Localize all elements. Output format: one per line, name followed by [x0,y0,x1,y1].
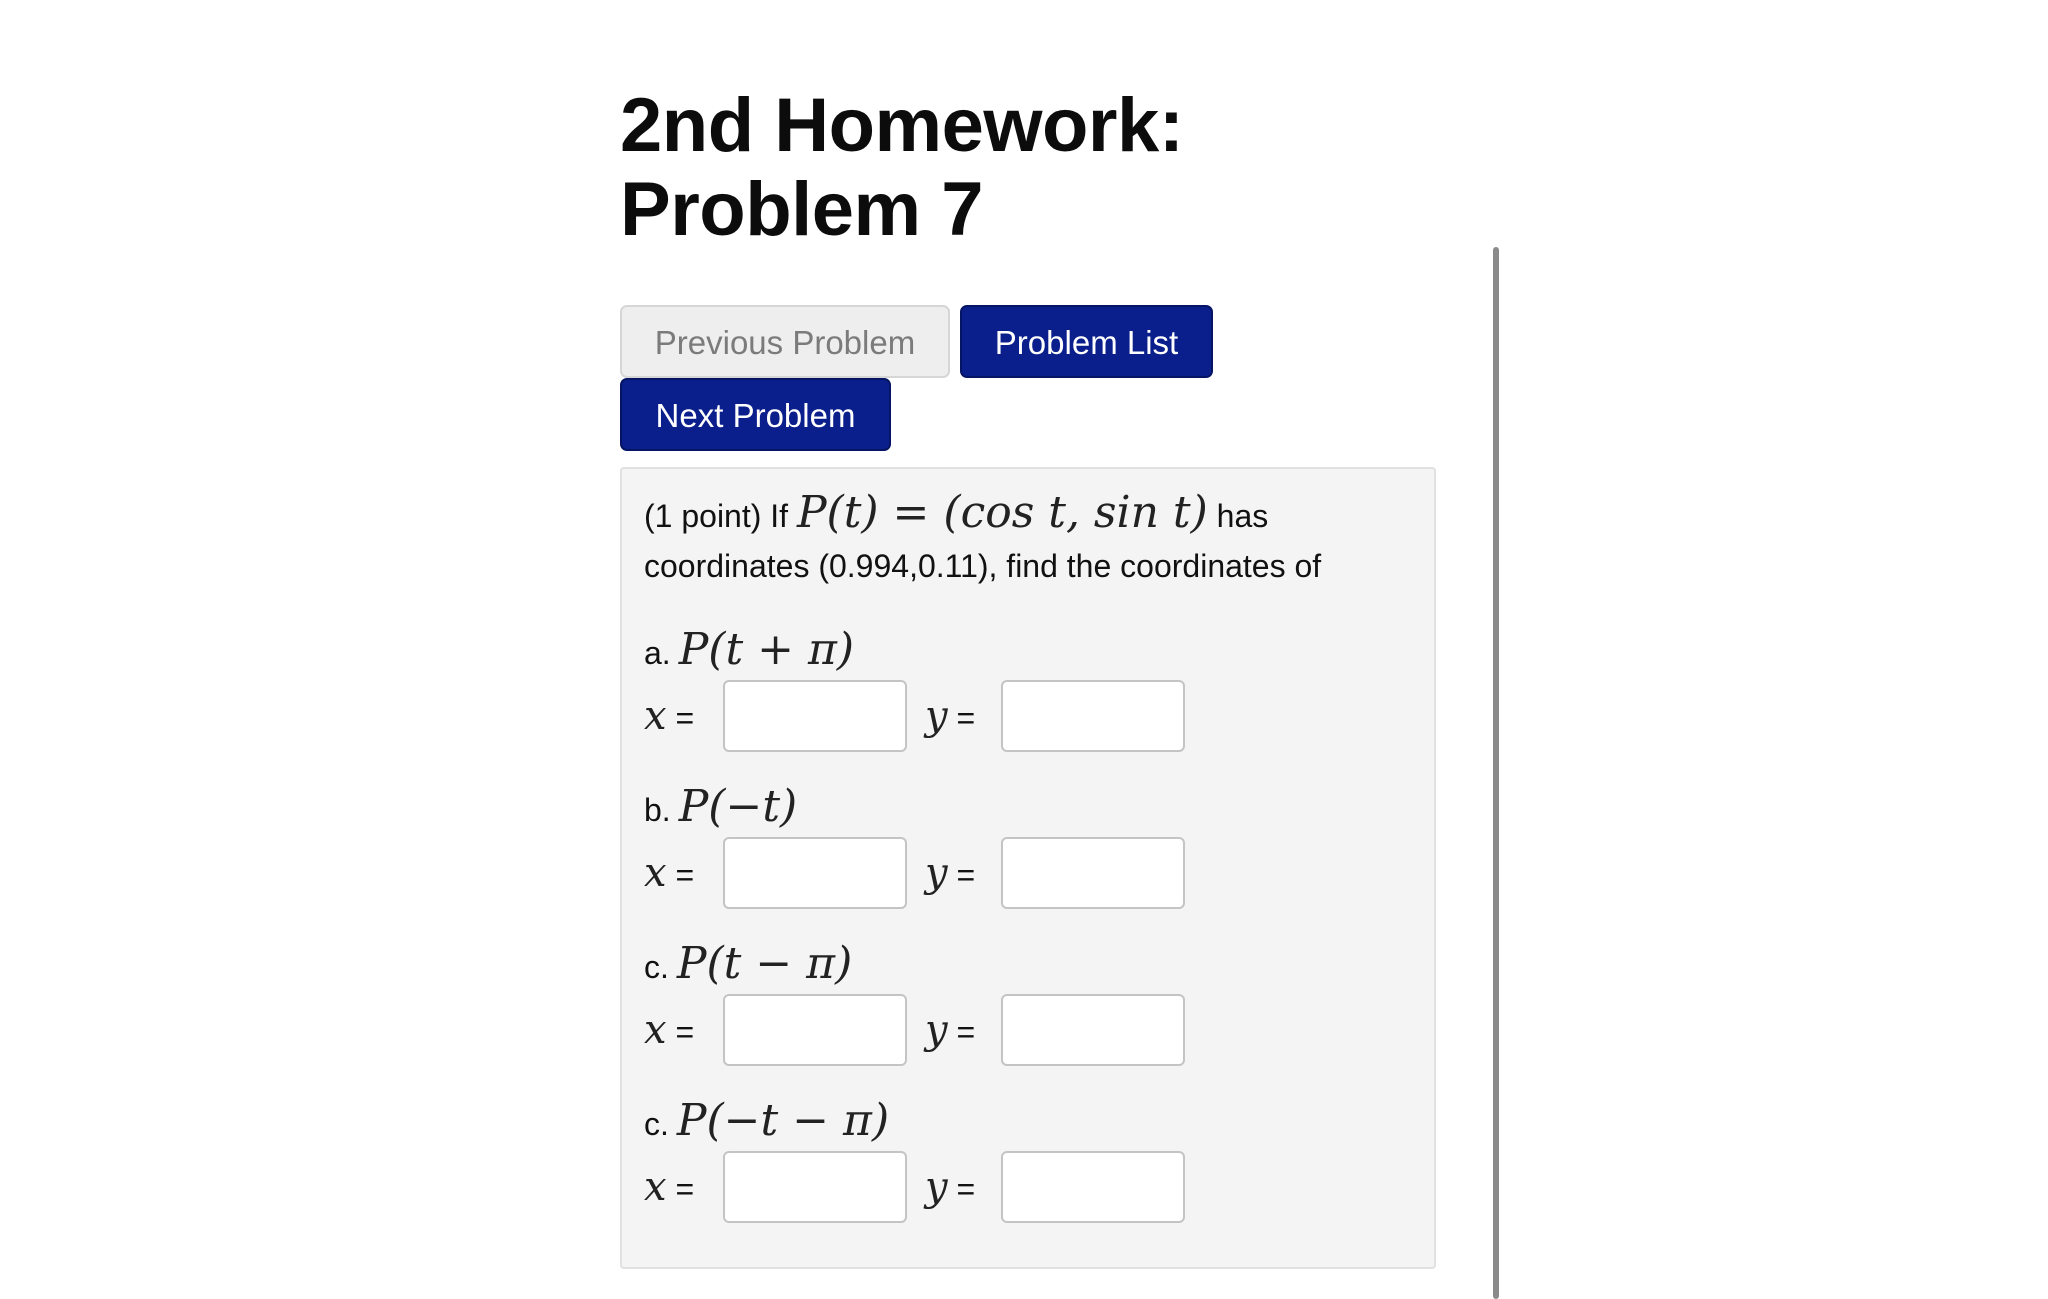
part-a-letter: a. [644,635,671,671]
vertical-scrollbar[interactable] [1493,247,1499,1299]
part-c-y-var: y [925,1007,948,1053]
part-b-letter: b. [644,792,671,828]
part-b-expr: P(−t) [678,781,798,832]
part-b-x-label [644,837,694,911]
part-a-y-equals: = [956,700,976,736]
part-d-label [644,1091,889,1154]
part-c-y-label [925,994,975,1068]
part-b-x-input[interactable] [723,837,907,909]
part-b-y-label [925,837,975,911]
part-d-x-var: x [644,1164,667,1210]
part-d-y-equals: = [956,1171,976,1207]
part-c-letter: c. [644,949,669,985]
part-a-y-var: y [925,693,948,739]
problem-list-button[interactable]: Problem List [960,305,1213,378]
part-d-expr: P(−t − π) [676,1095,890,1146]
problem-math: P(t) = (cos t, sin t) [796,487,1208,538]
part-a-y-label [925,680,975,754]
part-b-y-var: y [925,850,948,896]
part-a-x-equals: = [675,700,695,736]
part-a-x-label [644,680,694,754]
part-c-label [644,934,852,997]
part-b-x-equals: = [675,857,695,893]
part-c-x-var: x [644,1007,667,1053]
problem-points: (1 point) If [644,498,789,534]
part-c-x-input[interactable] [723,994,907,1066]
part-d-x-equals: = [675,1171,695,1207]
part-d-x-input[interactable] [723,1151,907,1223]
next-problem-button[interactable]: Next Problem [620,378,891,451]
problem-has: has [1216,498,1269,534]
page-title-line1: 2nd Homework: [620,83,1184,168]
part-d-x-label [644,1151,694,1225]
part-c-y-input[interactable] [1001,994,1185,1066]
part-a-expr: P(t + π) [678,624,855,675]
part-a-x-var: x [644,693,667,739]
part-d-y-input[interactable] [1001,1151,1185,1223]
problem-text-line2: coordinates (0.994,0.11), find the coordinates of [644,548,1322,584]
part-a-x-input[interactable] [723,680,907,752]
part-d-letter: c. [644,1106,669,1142]
part-a-y-input[interactable] [1001,680,1185,752]
part-b-label [644,777,797,840]
part-d-y-label [925,1151,975,1225]
part-c-expr: P(t − π) [676,938,853,989]
page-title [620,84,1184,252]
problem-statement [644,488,1424,591]
part-c-y-equals: = [956,1014,976,1050]
part-b-y-input[interactable] [1001,837,1185,909]
part-b-y-equals: = [956,857,976,893]
part-c-x-equals: = [675,1014,695,1050]
page-title-line2: Problem 7 [620,167,983,252]
part-d-y-var: y [925,1164,948,1210]
previous-problem-button[interactable]: Previous Problem [620,305,950,378]
part-a-label [644,620,854,683]
part-b-x-var: x [644,850,667,896]
part-c-x-label [644,994,694,1068]
